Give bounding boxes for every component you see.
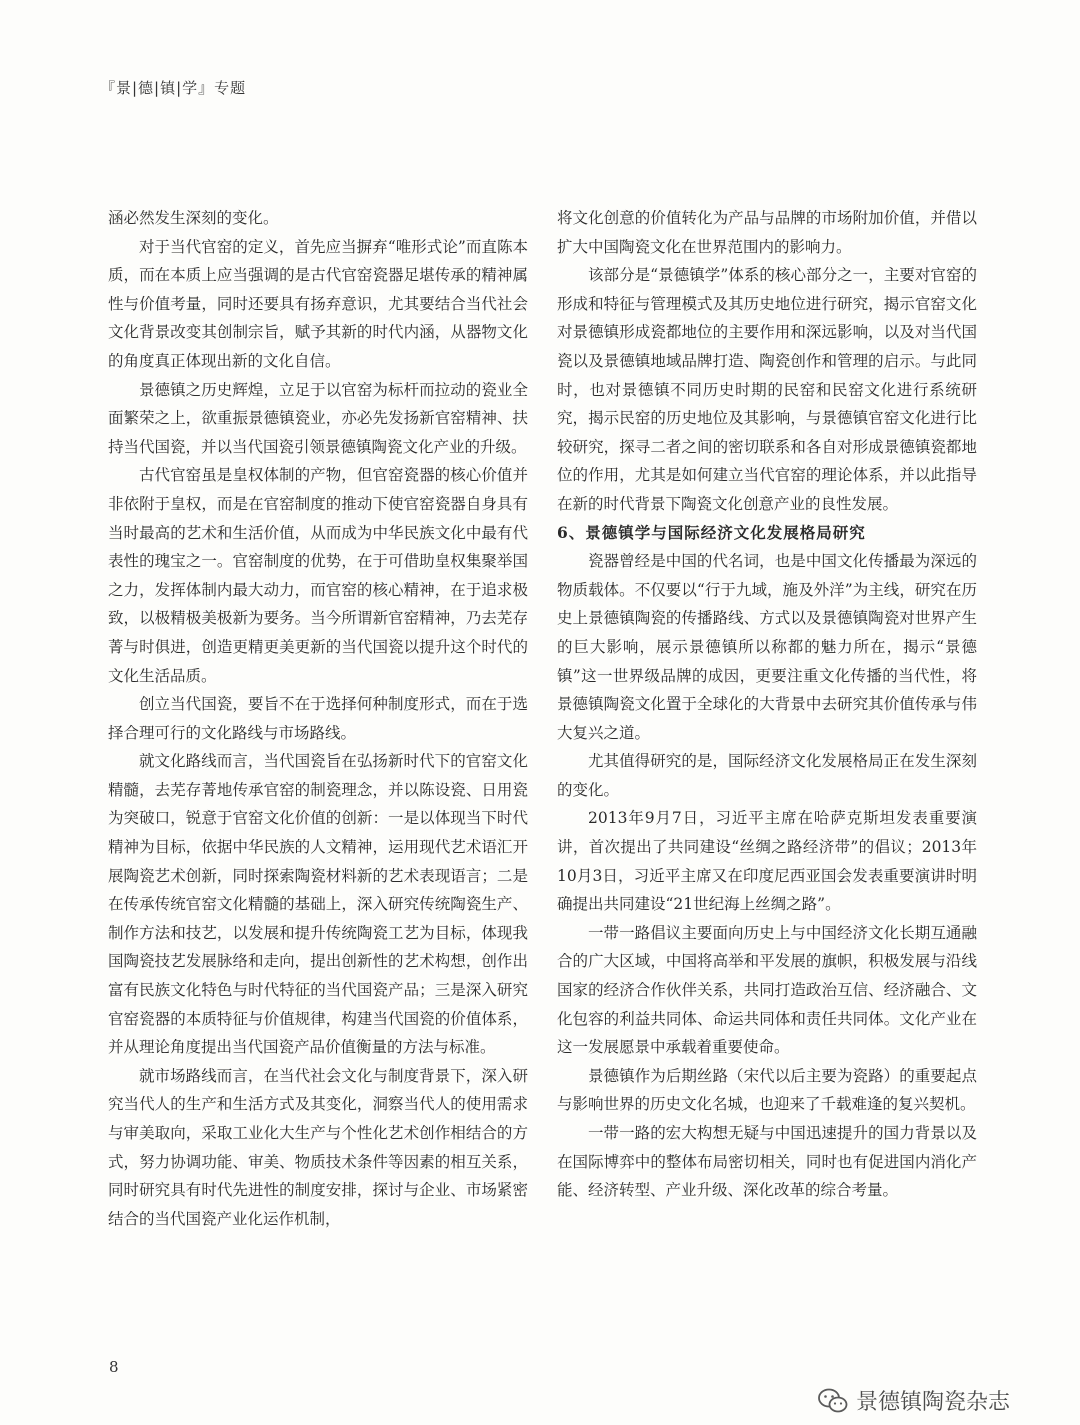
paragraph: 尤其值得研究的是，国际经济文化发展格局正在发生深刻的变化。 — [557, 752, 977, 799]
paragraph: 对于当代官窑的定义，首先应当摒弃“唯形式论”而直陈本质，而在本质上应当强调的是古代官窑瓷器足堪传承的精神属性与价值考量，同时还要具有扬弃意识，尤其要结合当代社会文化背景改变其创制宗旨，赋予其新的时代内涵，从器物文化的角度真正体现出新的文化自信。 — [108, 237, 528, 370]
paragraph: 古代官窑虽是皇权体制的产物，但官窑瓷器的核心价值并非依附于皇权，而是在官窑制度的推动下使官窑瓷器自身具有当时最高的艺术和生活价值，从而成为中华民族文化中最有代表性的瑰宝之一。官窑制度的优势，在于可借助皇权集聚举国之力，发挥体制内最大动力，而官窑的核心精神，在于追求极致，以极精极美极新为要务。当今所谓新官窑精神，乃去芜存菁与时俱进，创造更精更美更新的当代国瓷以提升这个时代的文化生活品质。 — [108, 466, 528, 685]
paragraph: 该部分是“景德镇学”体系的核心部分之一，主要对官窑的形成和特征与管理模式及其历史地位进行研究，揭示官窑文化对景德镇形成瓷都地位的主要作用和深远影响，以及对当代国瓷以及景德镇地域品牌打造、陶瓷创作和管理的启示。与此同时，也对景德镇不同历史时期的民窑和民窑文化进行系统研究，揭示民窑的历史地位及其影响，与景德镇官窑文化进行比较研究，探寻二者之间的密切联系和各自对形成景德镇瓷都地位的作用，尤其是如何建立当代官窑的理论体系，并以此指导在新的时代背景下陶瓷文化创意产业的良性发展。 — [557, 266, 977, 513]
left-column — [108, 204, 528, 1233]
paragraph: 一带一路的宏大构想无疑与中国迅速提升的国力背景以及在国际博弈中的整体布局密切相关，同时也有促进国内消化产能、经济转型、产业升级、深化改革的综合考量。 — [557, 1124, 977, 1200]
watermark-text: 景德镇陶瓷杂志 — [856, 1390, 1011, 1415]
paragraph: 瓷器曾经是中国的代名词，也是中国文化传播最为深远的物质载体。不仅要以“行于九域，施及外洋”为主线，研究在历史上景德镇陶瓷的传播路线、方式以及景德镇陶瓷对世界产生的巨大影响，展示景德镇所以称都的魅力所在，揭示“景德镇”这一世界级品牌的成因，更要注重文化传播的当代性，将景德镇陶瓷文化置于全球化的大背景中去研究其价值传承与伟大复兴之道。 — [557, 552, 977, 742]
paragraph: 就市场路线而言，在当代社会文化与制度背景下，深入研究当代人的生产和生活方式及其变化，洞察当代人的使用需求与审美取向，采取工业化大生产与个性化艺术创作相结合的方式，努力协调功能、审美、物质技术条件等因素的相互关系，同时研究具有时代先进性的制度安排，探讨与企业、市场紧密结合的当代国瓷产业化运作机制， — [108, 1066, 528, 1228]
paragraph: 就文化路线而言，当代国瓷旨在弘扬新时代下的官窑文化精髓，去芜存菁地传承官窑的制瓷理念，并以陈设瓷、日用瓷为突破口，锐意于官窑文化价值的创新：一是以体现当下时代精神为目标，依据中华民族的人文精神，运用现代艺术语汇开展陶瓷艺术创新，同时探索陶瓷材料新的艺术表现语言；二是在传承传统官窑文化精髓的基础上，深入研究传统陶瓷生产、制作方法和技艺，以发展和提升传统陶瓷工艺为目标，体现我国陶瓷技艺发展脉络和走向，提出创新性的艺术构想，创作出富有民族文化特色与时代特征的当代国瓷产品；三是深入研究官窑瓷器的本质特征与价值规律，构建当代国瓷的价值体系，并从理论角度提出当代国瓷产品价值衡量的方法与标准。 — [108, 752, 528, 1057]
paragraph: 将文化创意的价值转化为产品与品牌的市场附加价值，并借以扩大中国陶瓷文化在世界范围内的影响力。 — [557, 209, 977, 256]
paragraph: 一带一路倡议主要面向历史上与中国经济文化长期互通融合的广大区域，中国将高举和平发展的旗帜，积极发展与沿线国家的经济合作伙伴关系，共同打造政治互信、经济融合、文化包容的利益共同体、命运共同体和责任共同体。文化产业在这一发展愿景中承载着重要使命。 — [557, 923, 977, 1057]
watermark — [818, 1385, 1010, 1416]
paragraph: 景德镇之历史辉煌，立足于以官窑为标杆而拉动的瓷业全面繁荣之上，欲重振景德镇瓷业，亦必先发扬新官窑精神、扶持当代国瓷，并以当代国瓷引领景德镇陶瓷文化产业的升级。 — [108, 380, 528, 456]
wechat-icon — [818, 1388, 848, 1414]
page-number: 8 — [109, 1358, 119, 1376]
right-column — [557, 204, 977, 1205]
paragraph: 创立当代国瓷，要旨不在于选择何种制度形式，而在于选择合理可行的文化路线与市场路线。 — [108, 695, 528, 742]
paragraph: 涵必然发生深刻的变化。 — [108, 209, 279, 227]
section-heading: 6、景德镇学与国际经济文化发展格局研究 — [557, 522, 866, 542]
running-header: 『景|德|镇|学』专题 — [100, 79, 247, 97]
paragraph: 2013年9月7日，习近平主席在哈萨克斯坦发表重要演讲，首次提出了共同建设“丝绸之路经济带”的倡议；2013年10月3日，习近平主席又在印度尼西亚国会发表重要演讲时明确提出共同建设“21世纪海上丝绸之路”。 — [557, 809, 977, 914]
paragraph: 景德镇作为后期丝路（宋代以后主要为瓷路）的重要起点与影响世界的历史文化名城，也迎来了千载难逢的复兴契机。 — [557, 1066, 977, 1114]
